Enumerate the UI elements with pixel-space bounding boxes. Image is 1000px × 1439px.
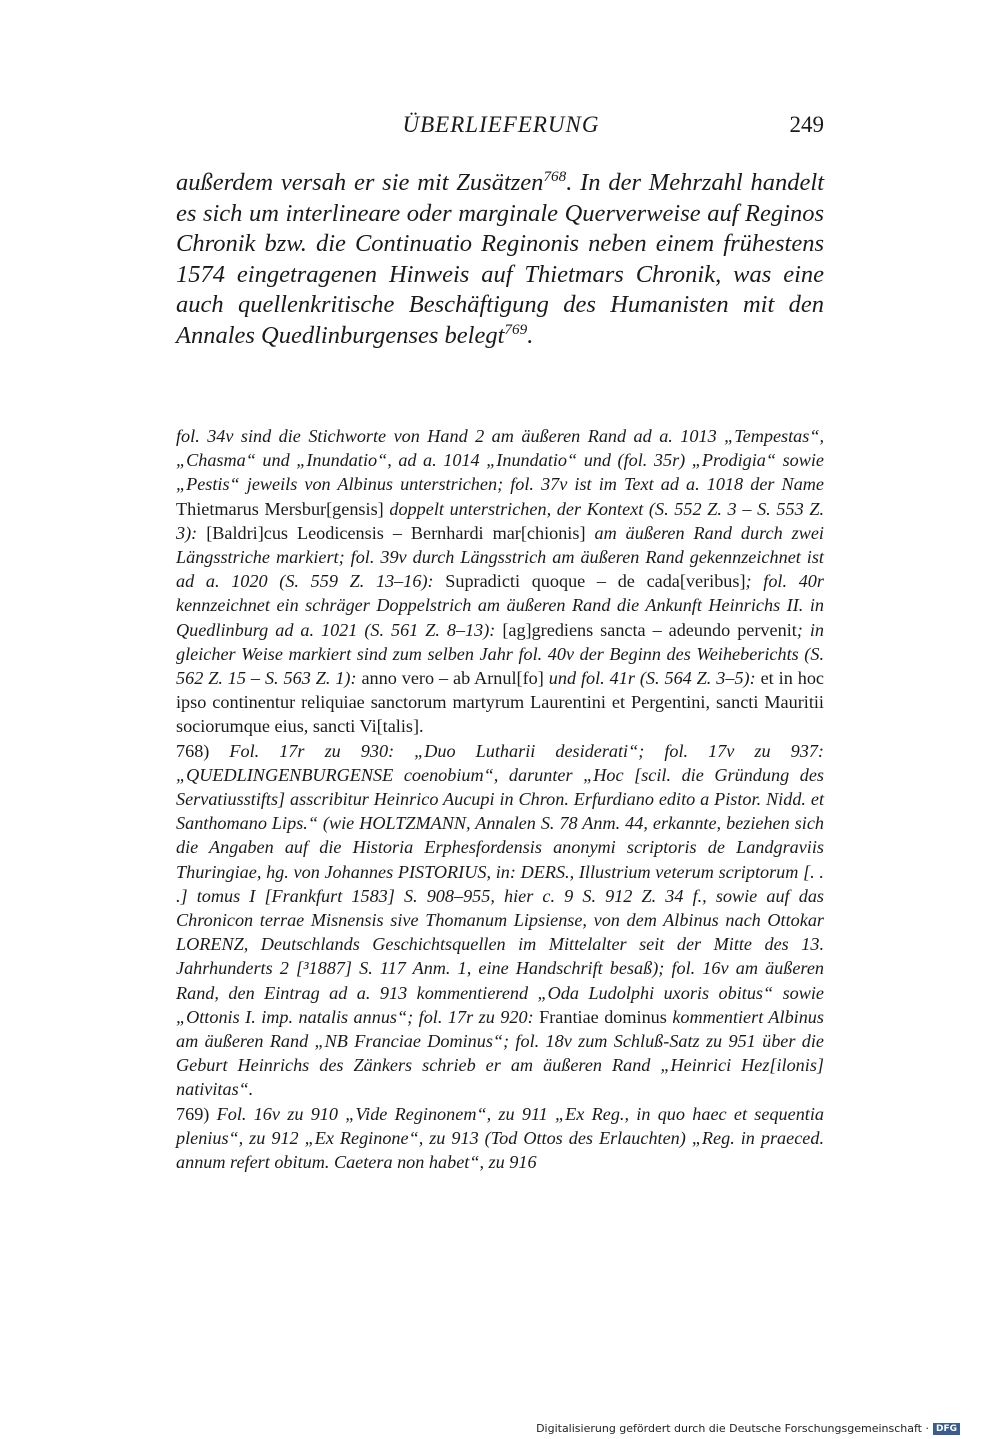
footnote-segment: LORENZ <box>176 934 244 955</box>
footnote-segment: ; fol. 40r kennzeichnet ein schräger Doppelstrich am äußeren Rand die Ankunft Heinrichs II. in Quedlinburg ad a. 1021 (S. 561 Z. 8–13): <box>176 571 824 640</box>
footnote-segment: , in: <box>486 861 521 882</box>
footnote-ref-768[interactable]: 768 <box>543 167 567 185</box>
footnote-segment: Frantiae dominus <box>539 1006 667 1027</box>
running-title: ÜBERLIEFERUNG <box>402 112 600 137</box>
page-number: 249 <box>789 112 824 137</box>
footnote-769 <box>176 1102 824 1175</box>
footnote-segment: 769) <box>176 1103 217 1124</box>
footnote-segment: [ag]grediens sancta – adeundo pervenit <box>502 619 797 640</box>
footnote-segment: 768) <box>176 740 230 761</box>
footnote-segment: QUEDLINGENBURGENSE <box>186 764 394 785</box>
footnote-segment: et in hoc ipso continentur reliquiae sanctorum martyrum Laurentini et Pergentini, sancti Mauritii sociorumque eius, sancti Vi[talis]. <box>176 668 825 737</box>
footnote-segment: coenobium“, darunter „Hoc [scil. die Gründung des Servatiusstifts] asscribitur Heinrico Aucupi in Chron. Erfurdiano edito a Pistor. Nidd. et Santhomano Lips.“ (wie <box>176 764 824 834</box>
footnote-segment: , Deutschlands Geschichtsquellen im Mittelalter seit der Mitte des 13. Jahrhunderts 2 [³1887] S. 117 Anm. 1, eine Handschrift besaß); fol. 16v am äußeren Rand, den Eintrag ad a. 913 kommentierend „Oda Ludolphi uxoris obitus“ sowie „Ottonis I. imp. natalis annus“; fol. 17r zu 920: <box>176 934 824 1027</box>
running-header <box>178 112 824 146</box>
footnote-segment: DERS. <box>520 861 570 882</box>
footnote-768 <box>176 739 824 1102</box>
credit-text: Digitalisierung gefördert durch die Deutsche Forschungsgemeinschaft · <box>536 1422 929 1435</box>
digitization-credit <box>536 1422 960 1435</box>
footnote-segment: [Baldri]cus Leodicensis – Bernhardi mar[chionis] <box>206 522 586 543</box>
footnote-segment: am äußeren Rand durch zwei Längsstriche markiert; fol. 39v durch Längsstrich am äußeren Rand gekennzeichnet ist ad a. 1020 (S. 559 Z. 13–16): <box>176 522 824 592</box>
footnote-segment: ; in gleicher Weise markiert sind zum selben Jahr fol. 40v der Beginn des Weiheberichts (S. 562 Z. 15 – S. 563 Z. 1): <box>176 619 824 689</box>
main-text-part-3: . <box>527 321 534 349</box>
footnote-segment: und fol. 41r (S. 564 Z. 3–5): <box>543 668 761 689</box>
footnote-continuation <box>176 424 824 739</box>
footnote-segment: Supradicti quoque – de cada[veribus] <box>445 571 746 592</box>
footnote-segment: PISTORIUS <box>397 861 487 882</box>
dfg-logo: DFG <box>933 1423 960 1435</box>
footnote-segment: , Annalen S. 78 Anm. 44, erkannte, beziehen sich die Angaben auf die Historia Erphesfordensis anonymi scriptoris de Landgraviis Thuringiae, hg. von Johannes <box>176 813 824 882</box>
footnote-segment: HOLTZMANN <box>359 813 467 834</box>
footnote-segment: anno vero – ab Arnul[fo] <box>361 668 544 689</box>
footnote-segment: Fol. 17r zu 930: „Duo Lutharii desiderati“; fol. 17v zu 937: „ <box>176 740 824 785</box>
footnote-ref-769[interactable]: 769 <box>504 320 528 338</box>
footnote-segment: fol. 34v sind die Stichworte von Hand 2 am äußeren Rand ad a. 1013 „Tempestas“, „Chasma“ und „Inundatio“, ad a. 1014 „Inundatio“ und (fol. 35r) „Prodigia“ sowie „Pestis“ jeweils von Albinus unterstrichen; fol. 37v ist im Text ad a. 1018 der Name <box>176 426 824 495</box>
footnote-segment: , Illustrium veterum scriptorum [. . .] tomus I [Frankfurt 1583] S. 908–955, hier c. 9 S. 912 Z. 34 f., sowie auf das Chronicon terrae Misnensis sive Thomanum Lipsiense, von dem Albinus nach Ottokar <box>176 861 824 931</box>
footnote-segment: Thietmarus Mersbur[gensis] <box>176 498 384 519</box>
footnotes-section <box>176 424 824 1174</box>
footnote-segment: doppelt unterstrichen, der Kontext (S. 552 Z. 3 – S. 553 Z. 3): <box>176 498 824 543</box>
footnote-segment: kommentiert Albinus am äußeren Rand „NB Franciae Dominus“; fol. 18v zum Schluß-Satz zu 951 über die Geburt Heinrichs des Zänkers schrieb er am äußeren Rand „Heinrici Hez[ilonis] nativitas“. <box>176 1006 824 1100</box>
main-text-part-1: außerdem versah er sie mit Zusätzen <box>176 169 544 196</box>
main-text-part-2: . In der Mehrzahl handelt es sich um interlineare oder marginale Querverweise auf Reginos Chronik bzw. die Continuatio Reginonis neben einem frühestens 1574 eingetragenen Hinweis auf Thietmars Chronik, was eine auch quellenkritische Beschäftigung des Humanisten mit den Annales Quedlinburgenses belegt <box>176 169 824 349</box>
main-paragraph <box>176 168 824 351</box>
footnote-segment: Fol. 16v zu 910 „Vide Reginonem“, zu 911 „Ex Reg., in quo haec et sequentia plenius“, zu 912 „Ex Reginone“, zu 913 (Tod Ottos des Erlauchten) „Reg. in praeced. annum refert obitum. Caetera non habet“, zu 916 <box>176 1103 824 1173</box>
